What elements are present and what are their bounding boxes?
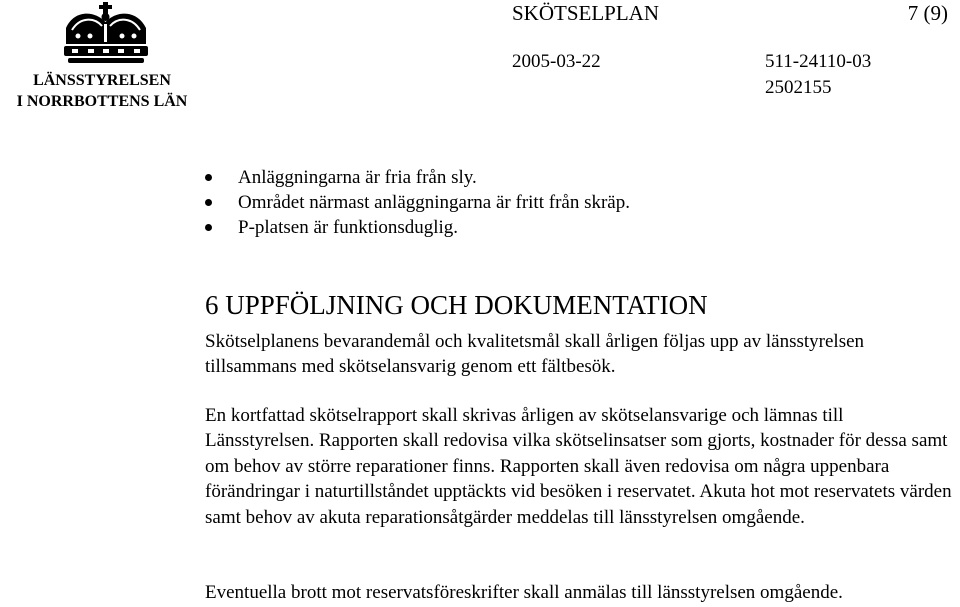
document-title: SKÖTSELPLAN: [512, 1, 660, 25]
section-heading: 6 UPPFÖLJNING OCH DOKUMENTATION: [205, 290, 708, 320]
reference-number: 511-24110-03: [765, 51, 872, 72]
crown-logo-icon: [58, 0, 154, 66]
document-date: 2005-03-22: [512, 51, 601, 72]
list-item: [205, 165, 630, 190]
list-item-text: Området närmast anläggningarna är fritt från skräp.: [238, 192, 630, 213]
list-item-text: Anläggningarna är fria från sly.: [238, 167, 477, 188]
paragraph: Skötselplanens bevarandemål och kvalitetsmål skall årligen följas upp av länsstyrelsen tillsammans med skötselansvarig genom ett fältbesök.: [205, 331, 865, 378]
bullet-list: [205, 165, 630, 240]
bullet-icon: [205, 199, 212, 206]
page-number: 7 (9): [907, 1, 948, 25]
bullet-icon: [205, 224, 212, 231]
paragraph: Eventuella brott mot reservatsföreskrifter skall anmälas till länsstyrelsen omgående.: [205, 582, 843, 603]
org-name-line2: I NORRBOTTENS LÄN: [16, 93, 188, 110]
list-item-text: P-platsen är funktionsduglig.: [238, 217, 459, 238]
list-item: [205, 215, 630, 240]
list-item: [205, 190, 630, 215]
reference-number-secondary: 2502155: [765, 77, 832, 98]
paragraph: En kortfattad skötselrapport skall skrivas årligen av skötselansvarige och lämnas till Länsstyrelsen. Rapporten skall redovisa vilka skötselinsatser som gjorts, kostnader för dessa samt om behov av större reparationer finns. Rapporten skall även redovisa om några uppenbara förändringar i naturtillståndet upptäckts vid besöken i reservatet. Akuta hot mot reservatets värden samt behov av akuta reparationsåtgärder meddelas till länsstyrelsen omgående.: [205, 405, 952, 528]
org-name-line1: LÄNSSTYRELSEN: [33, 72, 171, 89]
bullet-icon: [205, 174, 212, 181]
